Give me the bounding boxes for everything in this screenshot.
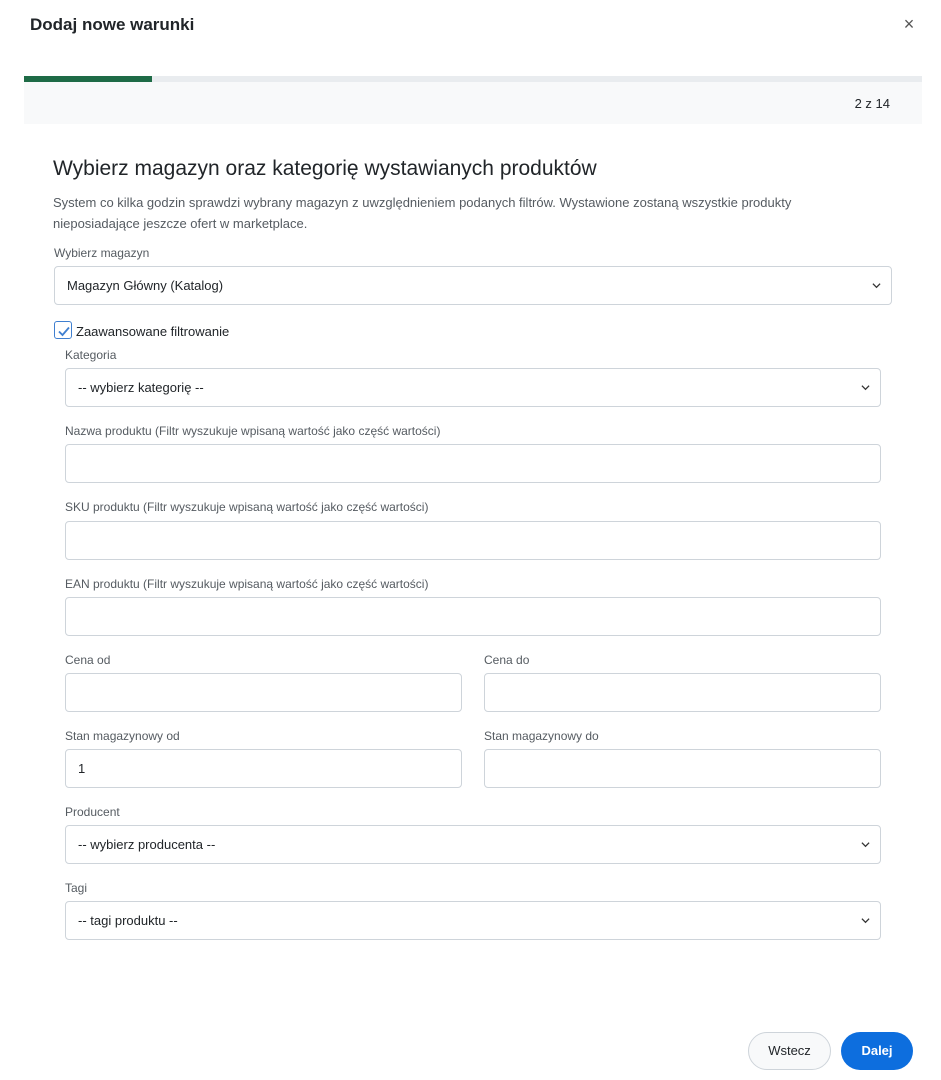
product-sku-label: SKU produktu (Filtr wyszukuje wpisaną wartość jako część wartości) <box>65 500 429 514</box>
checkmark-icon <box>57 324 71 338</box>
warehouse-select-value: Magazyn Główny (Katalog) <box>67 278 224 293</box>
step-description: System co kilka godzin sprawdzi wybrany magazyn z uwzględnieniem podanych filtrów. Wystawione zostaną wszystkie produkty nieposiadające jeszcze ofert w marketplace. <box>53 195 792 231</box>
stock-from-input[interactable]: 1 <box>65 749 462 788</box>
step-counter: 2 z 14 <box>854 96 890 111</box>
price-to-label: Cena do <box>484 653 530 667</box>
category-select-value: -- wybierz kategorię -- <box>78 380 204 395</box>
chevron-down-icon <box>872 281 881 290</box>
producer-select-value: -- wybierz producenta -- <box>78 837 216 852</box>
warehouse-select[interactable] <box>54 266 892 305</box>
product-ean-input[interactable] <box>65 597 881 636</box>
back-button[interactable]: Wstecz <box>748 1032 831 1070</box>
category-label: Kategoria <box>65 348 117 362</box>
product-name-input[interactable] <box>65 444 881 483</box>
step-heading: Wybierz magazyn oraz kategorię wystawianych produktów <box>53 157 597 180</box>
stock-to-input[interactable] <box>484 749 881 788</box>
producer-label: Producent <box>65 805 120 819</box>
tags-select-value: -- tagi produktu -- <box>78 913 178 928</box>
chevron-down-icon <box>861 383 870 392</box>
category-select[interactable] <box>65 368 881 407</box>
warehouse-label: Wybierz magazyn <box>54 246 150 260</box>
advanced-filter-checkbox[interactable] <box>54 321 72 339</box>
progress-section <box>24 76 922 124</box>
price-to-input[interactable] <box>484 673 881 712</box>
producer-select[interactable] <box>65 825 881 864</box>
product-name-label: Nazwa produktu (Filtr wyszukuje wpisaną wartość jako część wartości) <box>65 424 441 438</box>
chevron-down-icon <box>861 916 870 925</box>
next-button[interactable]: Dalej <box>841 1032 913 1070</box>
progress-fill <box>24 76 152 82</box>
chevron-down-icon <box>861 840 870 849</box>
modal-title: Dodaj nowe warunki <box>30 15 195 34</box>
progress-track <box>24 76 922 82</box>
product-ean-label: EAN produktu (Filtr wyszukuje wpisaną wartość jako część wartości) <box>65 577 429 591</box>
stock-to-label: Stan magazynowy do <box>484 729 599 743</box>
product-sku-input[interactable] <box>65 521 881 560</box>
tags-select[interactable] <box>65 901 881 940</box>
advanced-filter-label: Zaawansowane filtrowanie <box>76 324 230 339</box>
price-from-input[interactable] <box>65 673 462 712</box>
price-from-label: Cena od <box>65 653 111 667</box>
tags-label: Tagi <box>65 881 88 895</box>
close-icon[interactable]: × <box>903 14 915 34</box>
stock-from-label: Stan magazynowy od <box>65 729 180 743</box>
